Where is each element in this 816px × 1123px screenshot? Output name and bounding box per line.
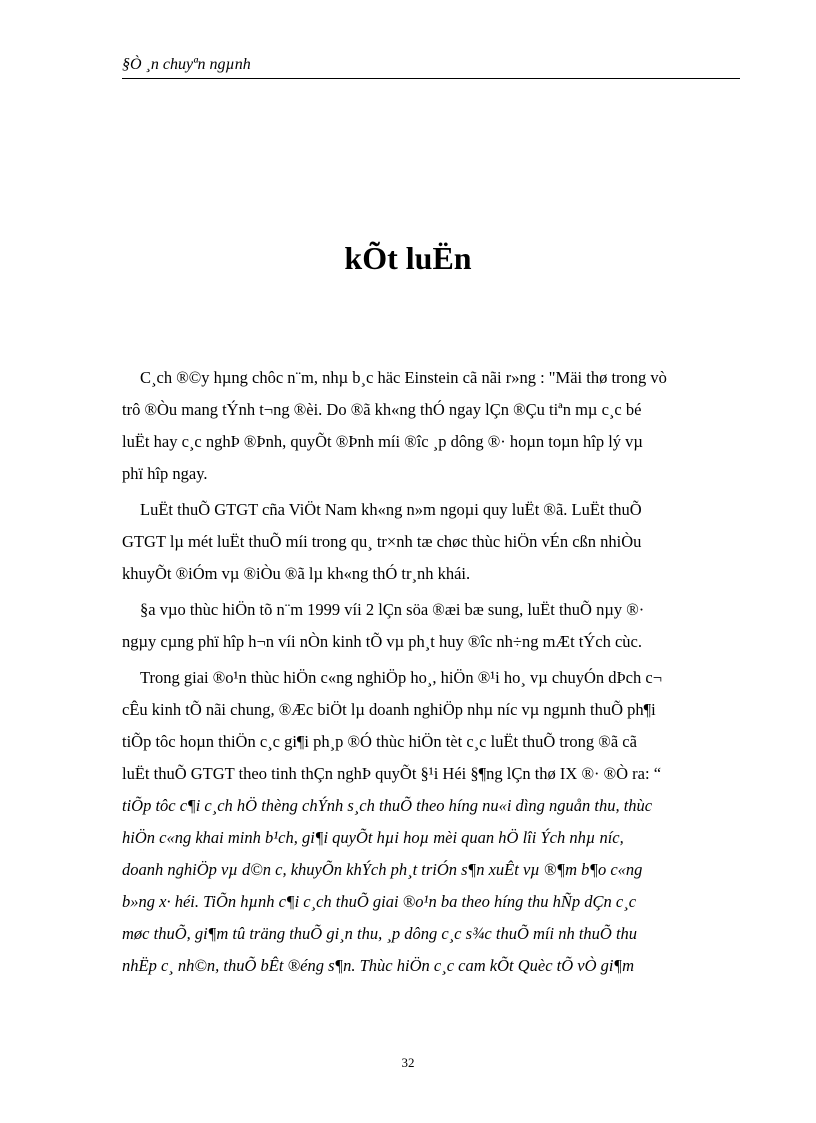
- text-line: nhËp c¸ nh©n, thuÕ bÊt ®éng s¶n. Thùc hiÖn c¸c cam kÕt Quèc tÕ vÒ gi¶m: [122, 956, 635, 975]
- text-line: doanh nghiÖp vµ d©n c, khuyÕn khÝch ph¸t triÓn s¶n xuÊt vµ ®¶m b¶o c«ng: [122, 860, 643, 879]
- text-line: GTGT lµ mét luËt thuÕ míi trong qu¸ tr×nh tæ chøc thùc hiÖn vÉn cßn nhiÒu: [122, 532, 642, 551]
- text-line: hiÖn c«ng khai minh b¹ch, gi¶i quyÕt hµi hoµ mèi quan hÖ lîi Ých nhµ níc,: [122, 828, 624, 847]
- text-line: luËt thuÕ GTGT theo tinh thÇn nghÞ quyÕt §¹i Héi §¶ng lÇn thø IX ®· ®Ò ra: “: [122, 764, 662, 783]
- text-line: b»ng x· héi. TiÕn hµnh c¶i c¸ch thuÕ giai ®o¹n ba theo híng thu hÑp dÇn c¸c: [122, 892, 637, 911]
- text-line: Trong giai ®o¹n thùc hiÖn c«ng nghiÖp ho¸, hiÖn ®¹i ho¸ vµ chuyÓn dÞch c¬: [140, 668, 663, 687]
- chapter-title: kÕt luËn: [344, 240, 472, 276]
- header-title: §Ò ¸n chuyªn ngµnh: [122, 56, 251, 73]
- text-line: tiÕp tôc hoµn thiÖn c¸c gi¶i ph¸p ®Ó thùc hiÖn tèt c¸c luËt thuÕ trong ®ã cã: [122, 732, 637, 751]
- text-line: phï hîp ngay.: [122, 464, 208, 483]
- text-line: trô ®Òu mang tÝnh t¬ng ®èi. Do ®ã kh«ng thÓ ngay lÇn ®Çu tiªn mµ c¸c bé: [122, 400, 642, 419]
- text-line: khuyÕt ®iÓm vµ ®iÒu ®ã lµ kh«ng thÓ tr¸nh khái.: [122, 564, 471, 583]
- text-line: ngµy cµng phï hîp h¬n víi nÒn kinh tÕ vµ ph¸t huy ®îc nh÷ng mÆt tÝch cùc.: [122, 632, 642, 651]
- page-number: 32: [401, 1055, 415, 1070]
- text-line: §a vµo thùc hiÖn tõ n¨m 1999 víi 2 lÇn söa ®æi bæ sung, luËt thuÕ nµy ®·: [140, 600, 645, 619]
- text-line: C¸ch ®©y hµng chôc n¨m, nhµ b¸c häc Einstein cã nãi r»ng : "Mäi thø trong vò: [140, 368, 667, 387]
- text-line: LuËt thuÕ GTGT cña ViÖt Nam kh«ng n»m ngoµi quy luËt ®ã. LuËt thuÕ: [140, 500, 642, 519]
- text-line: møc thuÕ, gi¶m tû träng thuÕ gi¸n thu, ¸p dông c¸c s¾c thuÕ míi nh thuÕ thu: [122, 924, 638, 943]
- text-line: cÊu kinh tÕ nãi chung, ®Æc biÖt lµ doanh nghiÖp nhµ níc vµ ngµnh thuÕ ph¶i: [122, 700, 656, 719]
- page-header: [122, 52, 740, 79]
- text-line: tiÕp tôc c¶i c¸ch hÖ thèng chÝnh s¸ch thuÕ theo híng nu«i dìng nguån thu, thùc: [122, 796, 653, 815]
- text-line: luËt hay c¸c nghÞ ®Þnh, quyÕt ®Þnh míi ®îc ¸p dông ®· hoµn toµn hîp lý vµ: [122, 432, 643, 451]
